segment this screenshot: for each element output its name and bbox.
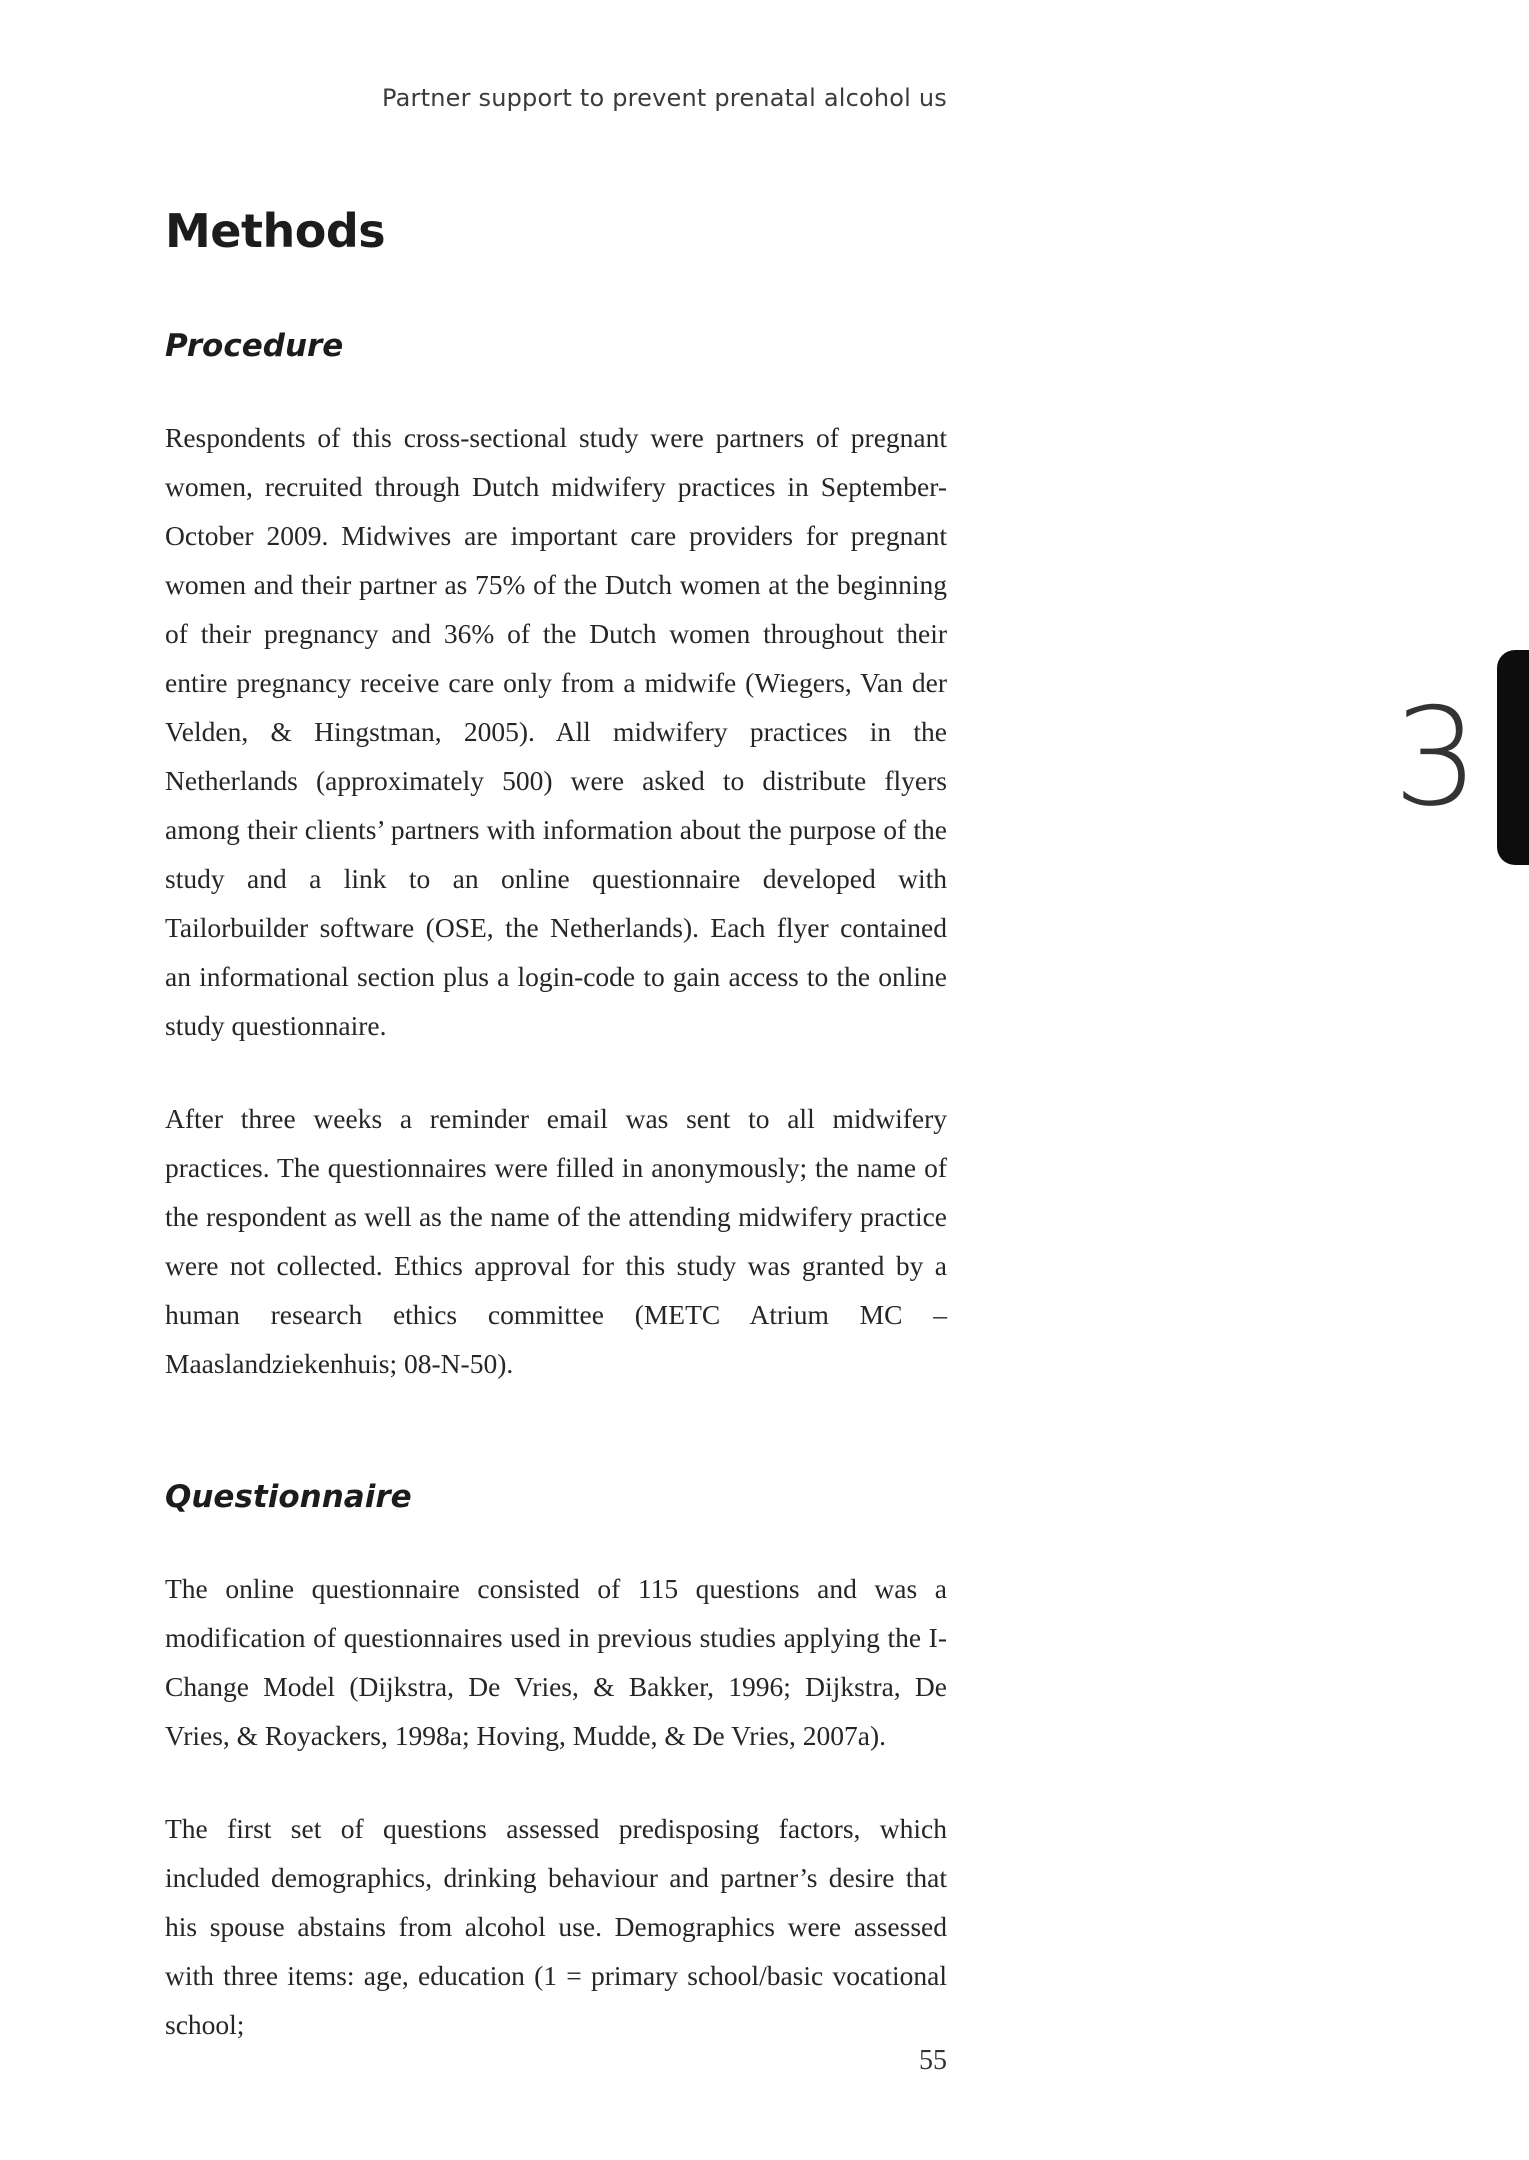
chapter-tab	[1393, 650, 1529, 865]
section-heading-procedure: Procedure	[165, 328, 344, 364]
paragraph-procedure-1: Respondents of this cross-sectional study were partners of pregnant women, recruited through Dutch midwifery practices in September-October 2009. Midwives are important care providers for pregnant women and their partner as 75% of the Dutch women at the beginning of their pregnancy and 36% of the Dutch women throughout their entire pregnancy receive care only from a midwife (Wiegers, Van der Velden, & Hingstman, 2005). All midwifery practices in the Netherlands (approximately 500) were asked to distribute flyers among their clients’ partners with information about the purpose of the study and a link to an online questionnaire developed with Tailorbuilder software (OSE, the Netherlands). Each flyer contained an informational section plus a login-code to gain access to the online study questionnaire.	[165, 422, 947, 1041]
running-header: Partner support to prevent prenatal alcohol us	[382, 84, 947, 112]
page-content	[165, 205, 947, 2093]
paragraph-procedure-2: After three weeks a reminder email was sent to all midwifery practices. The questionnaires were filled in anonymously; the name of the respondent as well as the name of the attending midwifery practice were not collected. Ethics approval for this study was granted by a human research ethics committee (METC Atrium MC – Maaslandziekenhuis; 08-N-50).	[165, 1103, 947, 1379]
chapter-tab-bar	[1497, 650, 1529, 865]
page-number: 55	[919, 2045, 947, 2076]
paragraph-questionnaire-1: The online questionnaire consisted of 115 questions and was a modification of questionnaires used in previous studies applying the I-Change Model (Dijkstra, De Vries, & Bakker, 1996; Dijkstra, De Vries, & Royackers, 1998a; Hoving, Mudde, & De Vries, 2007a).	[165, 1573, 947, 1751]
page-title: Methods	[165, 204, 386, 258]
chapter-number: 3	[1393, 679, 1479, 836]
section-heading-questionnaire: Questionnaire	[165, 1479, 412, 1515]
paragraph-questionnaire-2: The first set of questions assessed predisposing factors, which included demographics, drinking behaviour and partner’s desire that his spouse abstains from alcohol use. Demographics were assessed with three items: age, education (1 = primary school/basic vocational school;	[165, 1813, 947, 2040]
